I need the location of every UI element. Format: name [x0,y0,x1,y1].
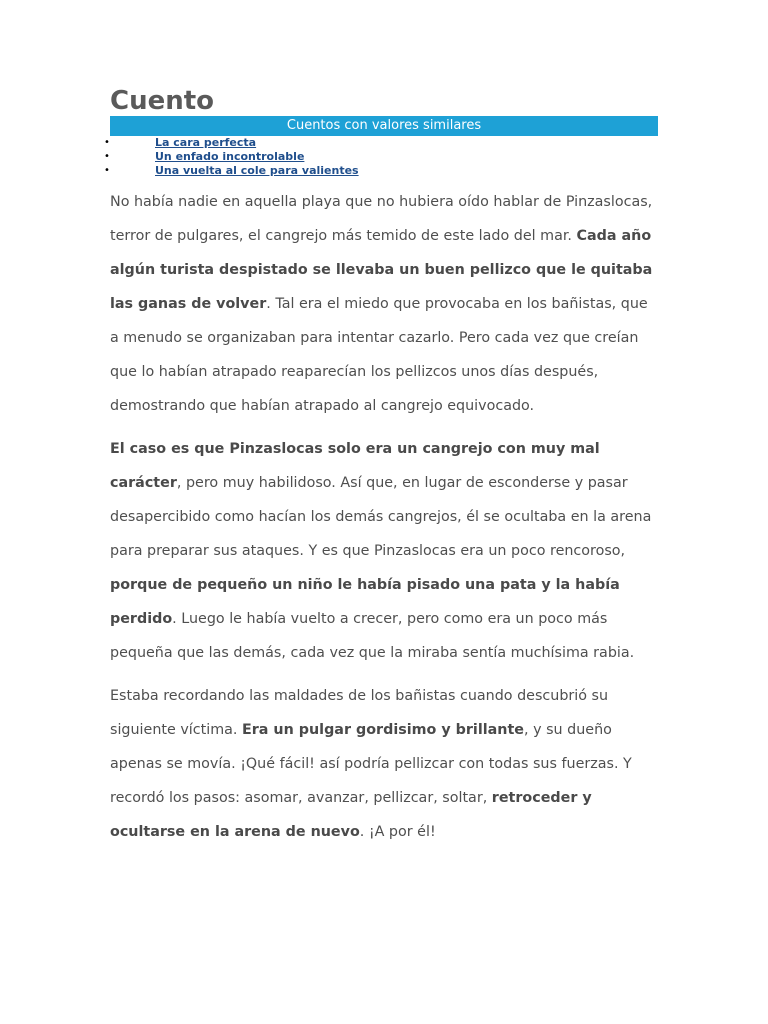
text-span: , y su dueño apenas se movía. ¡Qué fácil! así podría pellizcar con todas sus fuerzas. Y recordó los pasos: asomar, avanzar, pellizcar, soltar, [110,722,632,806]
text-span: No había nadie en aquella playa que no hubiera oído hablar de Pinzaslocas, terror de pulgares, el cangrejo más temido de este lado del mar. [110,194,653,244]
related-link-un-enfado-incontrolable[interactable]: Un enfado incontrolable [155,150,305,163]
page-title: Cuento [110,86,215,116]
text-span: . Luego le había vuelto a crecer, pero como era un poco más pequeña que las demás, cada vez que la miraba sentía muchísima rabia. [110,611,635,661]
bold-text: retroceder y ocultarse en la arena de nuevo [110,790,592,840]
paragraph-1 [110,185,658,423]
bold-text: Cada año algún turista despistado se llevaba un buen pellizco que le quitaba las ganas de volver [110,228,653,312]
text-span: . ¡A por él! [359,824,436,840]
list-item [104,150,658,164]
document-page [104,86,658,858]
bold-text: El caso es que Pinzaslocas solo era un cangrejo con muy mal carácter [110,441,600,491]
bullet-icon: • [104,137,110,148]
related-link-la-cara-perfecta[interactable]: La cara perfecta [155,136,257,149]
related-stories-list [104,136,658,178]
text-span: , pero muy habilidoso. Así que, en lugar de esconderse y pasar desapercibido como hacían los demás cangrejos, él se ocultaba en la arena para preparar sus ataques. Y es que Pinzaslocas era un poco rencoroso, [110,475,652,559]
bold-text: porque de pequeño un niño le había pisado una pata y la había perdido [110,577,620,627]
text-span: Estaba recordando las maldades de los bañistas cuando descubrió su siguiente víctima. [110,688,609,738]
related-stories-banner: Cuentos con valores similares [110,116,658,136]
bold-text: Era un pulgar gordisimo y brillante [241,722,524,738]
paragraph-2 [110,432,658,670]
list-item [104,164,658,178]
text-span: . Tal era el miedo que provocaba en los bañistas, que a menudo se organizaban para intentar cazarlo. Pero cada vez que creían que lo habían atrapado reaparecían los pellizcos unos días después, demostrando que habían atrapado al cangrejo equivocado. [110,296,648,414]
list-item [104,136,658,150]
bullet-icon: • [104,165,110,176]
story-body [110,185,658,849]
paragraph-3 [110,679,658,849]
bullet-icon: • [104,151,110,162]
related-link-una-vuelta-al-cole[interactable]: Una vuelta al cole para valientes [155,164,359,177]
